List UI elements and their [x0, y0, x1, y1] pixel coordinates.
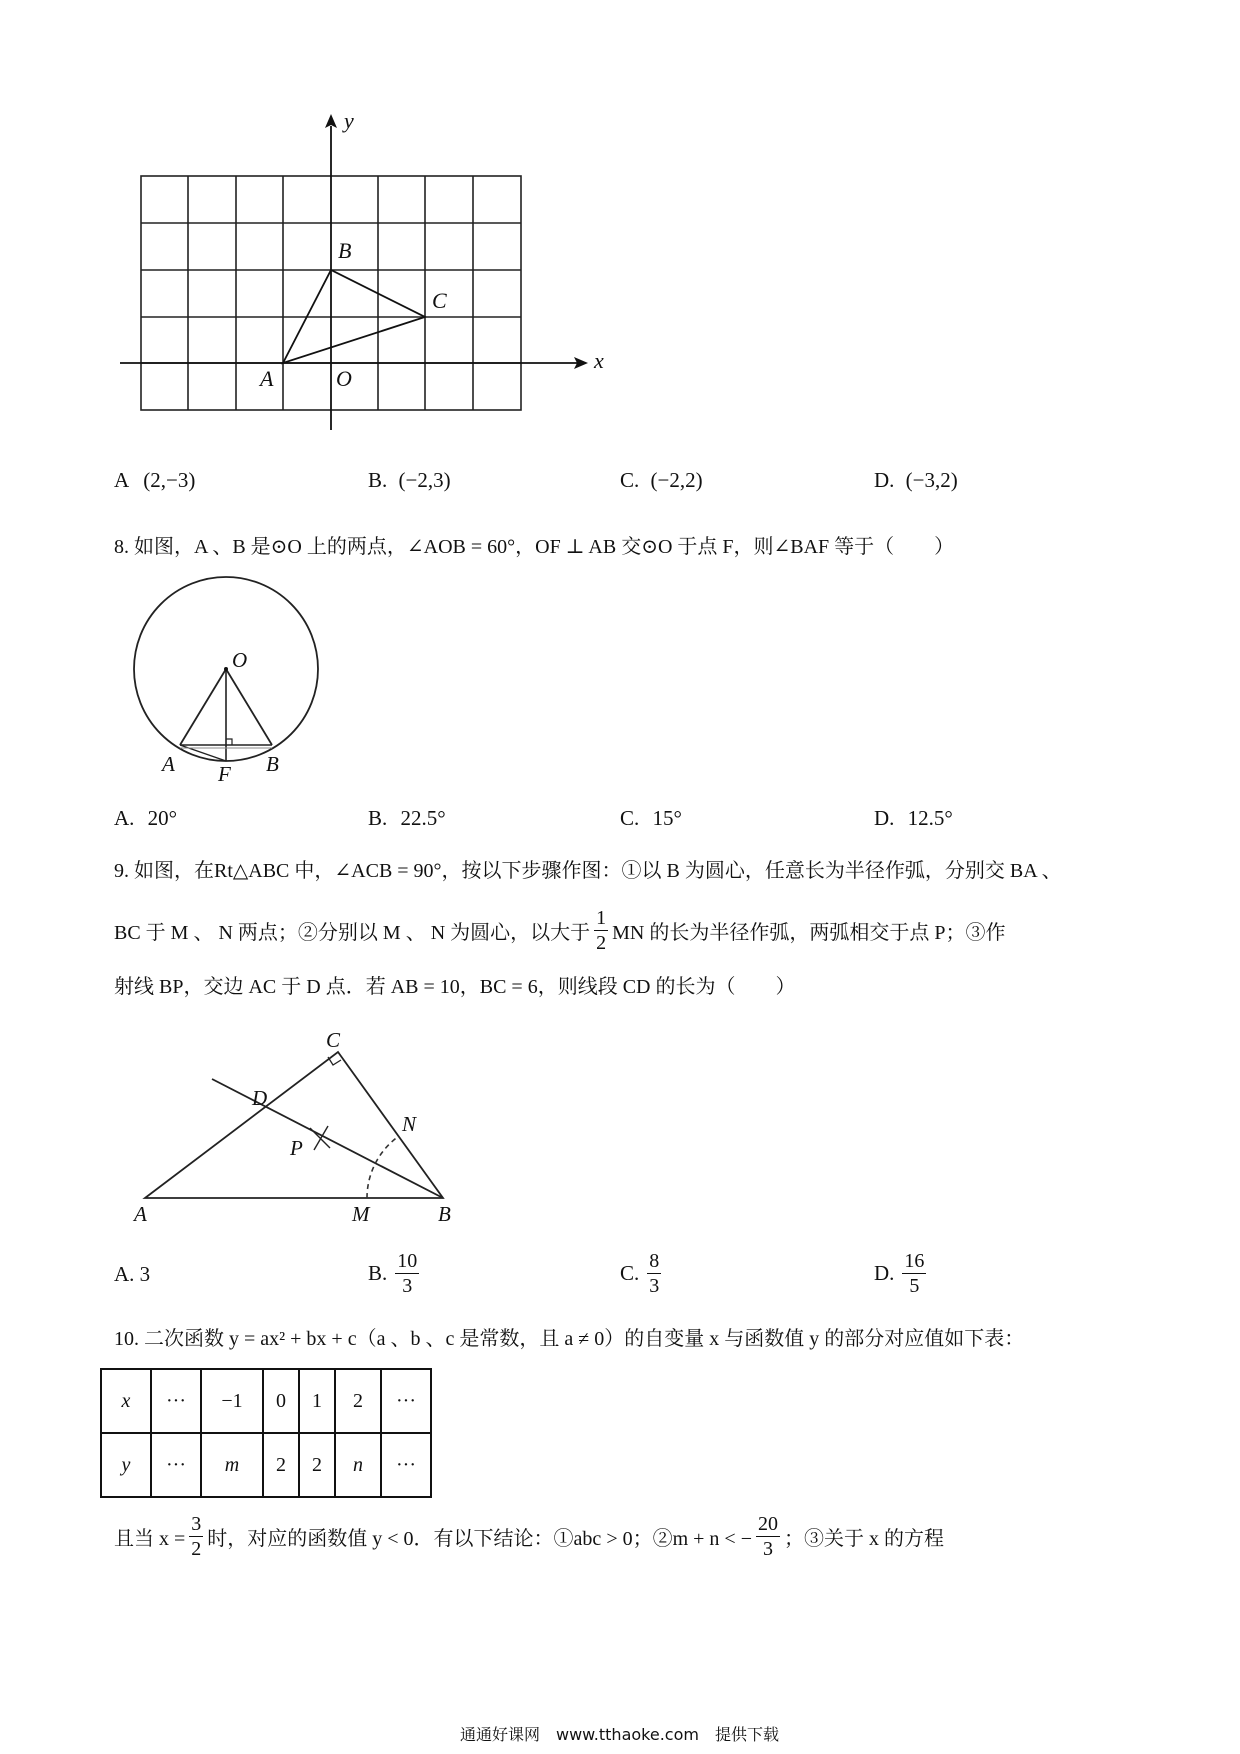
q10-value-table — [100, 1368, 432, 1498]
q7-point-C: C — [432, 288, 447, 313]
q9-question-line-1: 9. 如图，在Rt△ABC 中，∠ACB = 90°，按以下步骤作图：①以 B 为圆心，任意长为半径作弧，分别交 BA 、 — [114, 860, 1062, 882]
q10-question-line-1: 10. 二次函数 y = ax² + bx + c（a 、b 、c 是常数，且 a ≠ 0）的自变量 x 与函数值 y 的部分对应值如下表： — [114, 1328, 1025, 1350]
q8-option-d-value: 12.5° — [907, 806, 953, 830]
q9-option-c-numerator: 8 — [649, 1249, 660, 1272]
q10-fraction-denominator: 2 — [191, 1537, 202, 1560]
q7-point-A: A — [260, 366, 274, 391]
q7-option-b-label: B. — [368, 468, 388, 492]
q9-point-C: C — [326, 1028, 341, 1052]
q10-line-2-part-b: 时，对应的函数值 y < 0．有以下结论：①abc > 0；②m + n < − — [207, 1527, 752, 1550]
table-cell: ··· — [151, 1369, 201, 1433]
q10-twenty-thirds-fraction — [756, 1512, 780, 1561]
q7-option-c-value: (−2,2) — [650, 468, 703, 492]
page-footer: 通通好课网 www.tthaoke.com 提供下载 — [460, 1725, 779, 1744]
q9-option-c-label: C. — [620, 1260, 640, 1285]
q10-line-2-part-a: 且当 x = — [114, 1527, 186, 1550]
q7-option-b-value: (−2,3) — [398, 468, 451, 492]
q9-point-P: P — [290, 1136, 303, 1160]
table-cell: n — [335, 1433, 381, 1497]
q9-point-A: A — [134, 1202, 147, 1226]
q9-line-2-part-a: BC 于 M 、 N 两点；②分别以 M 、 N 为圆心，以大于 — [114, 921, 591, 944]
q9-option-b — [368, 1238, 419, 1308]
q7-y-axis-label: y — [344, 108, 354, 133]
q9-point-D: D — [252, 1086, 268, 1110]
q9-option-d-label: D. — [874, 1260, 895, 1285]
q8-option-d-label: D. — [874, 806, 895, 830]
q10-three-halves-fraction — [189, 1512, 203, 1561]
q7-option-d-value: (−3,2) — [905, 468, 958, 492]
table-row — [101, 1433, 431, 1497]
table-cell: y — [101, 1433, 151, 1497]
table-cell: ··· — [381, 1369, 431, 1433]
q8-option-b-label: B. — [368, 806, 388, 830]
q9-option-c-fraction — [647, 1249, 661, 1298]
q8-option-b-value: 22.5° — [400, 806, 446, 830]
table-cell: 0 — [263, 1369, 299, 1433]
q9-option-d-numerator: 16 — [904, 1249, 925, 1272]
q9-option-a: A. 3 — [114, 1262, 151, 1286]
q8-point-F: F — [218, 762, 231, 786]
q9-fraction-denominator: 2 — [596, 931, 607, 954]
q9-option-b-denominator: 3 — [402, 1274, 413, 1297]
q10-fraction-numerator: 3 — [191, 1512, 202, 1535]
q7-option-d-label: D. — [874, 468, 895, 492]
q9-fraction-numerator: 1 — [596, 906, 607, 929]
q7-option-a-value: (2,−3) — [143, 468, 196, 492]
q9-option-b-fraction — [395, 1249, 419, 1298]
q7-option-c-label: C. — [620, 468, 640, 492]
q7-point-O: O — [336, 366, 352, 391]
q9-point-B: B — [438, 1202, 451, 1226]
q9-point-N: N — [402, 1112, 417, 1136]
q8-point-A: A — [162, 752, 175, 776]
table-cell: −1 — [201, 1369, 263, 1433]
q9-option-d-denominator: 5 — [909, 1274, 920, 1297]
q8-option-a-value: 20° — [147, 806, 178, 830]
q7-x-axis-label: x — [594, 348, 604, 373]
q9-option-c-denominator: 3 — [649, 1274, 660, 1297]
q9-option-d-fraction — [902, 1249, 926, 1298]
q7-option-a-label: A — [114, 468, 129, 492]
q9-point-M: M — [352, 1202, 370, 1226]
q8-point-O: O — [232, 648, 248, 672]
table-cell: m — [201, 1433, 263, 1497]
q10-line-2-part-c: ；③关于 x 的方程 — [784, 1527, 944, 1550]
q10-question-line-2 — [114, 1506, 944, 1566]
q9-question-line-3: 射线 BP，交边 AC 于 D 点．若 AB = 10，BC = 6，则线段 CD 的长为（ ） — [114, 976, 796, 998]
q8-point-B: B — [266, 752, 279, 776]
table-cell: ··· — [381, 1433, 431, 1497]
q9-option-b-numerator: 10 — [397, 1249, 418, 1272]
q10-fraction2-numerator: 20 — [758, 1512, 778, 1535]
q9-option-b-label: B. — [368, 1260, 388, 1285]
q9-line-2-part-b: MN 的长为半径作弧，两弧相交于点 P；③作 — [612, 921, 1006, 944]
table-cell: 2 — [263, 1433, 299, 1497]
q9-option-d — [874, 1238, 926, 1308]
table-cell: 2 — [299, 1433, 335, 1497]
q10-fraction2-denominator: 3 — [763, 1537, 773, 1560]
q9-option-c — [620, 1238, 661, 1308]
q7-point-B: B — [338, 238, 352, 263]
table-cell: ··· — [151, 1433, 201, 1497]
q8-question-text: 8. 如图，A 、B 是⊙O 上的两点，∠AOB = 60°，OF ⊥ AB 交⊙O 于点 F，则∠BAF 等于（ ） — [114, 536, 955, 558]
q8-option-a-label: A. — [114, 806, 135, 830]
table-row — [101, 1369, 431, 1433]
table-cell: 2 — [335, 1369, 381, 1433]
q8-option-c-value: 15° — [652, 806, 682, 830]
q8-option-c-label: C. — [620, 806, 640, 830]
table-cell: x — [101, 1369, 151, 1433]
table-cell: 1 — [299, 1369, 335, 1433]
